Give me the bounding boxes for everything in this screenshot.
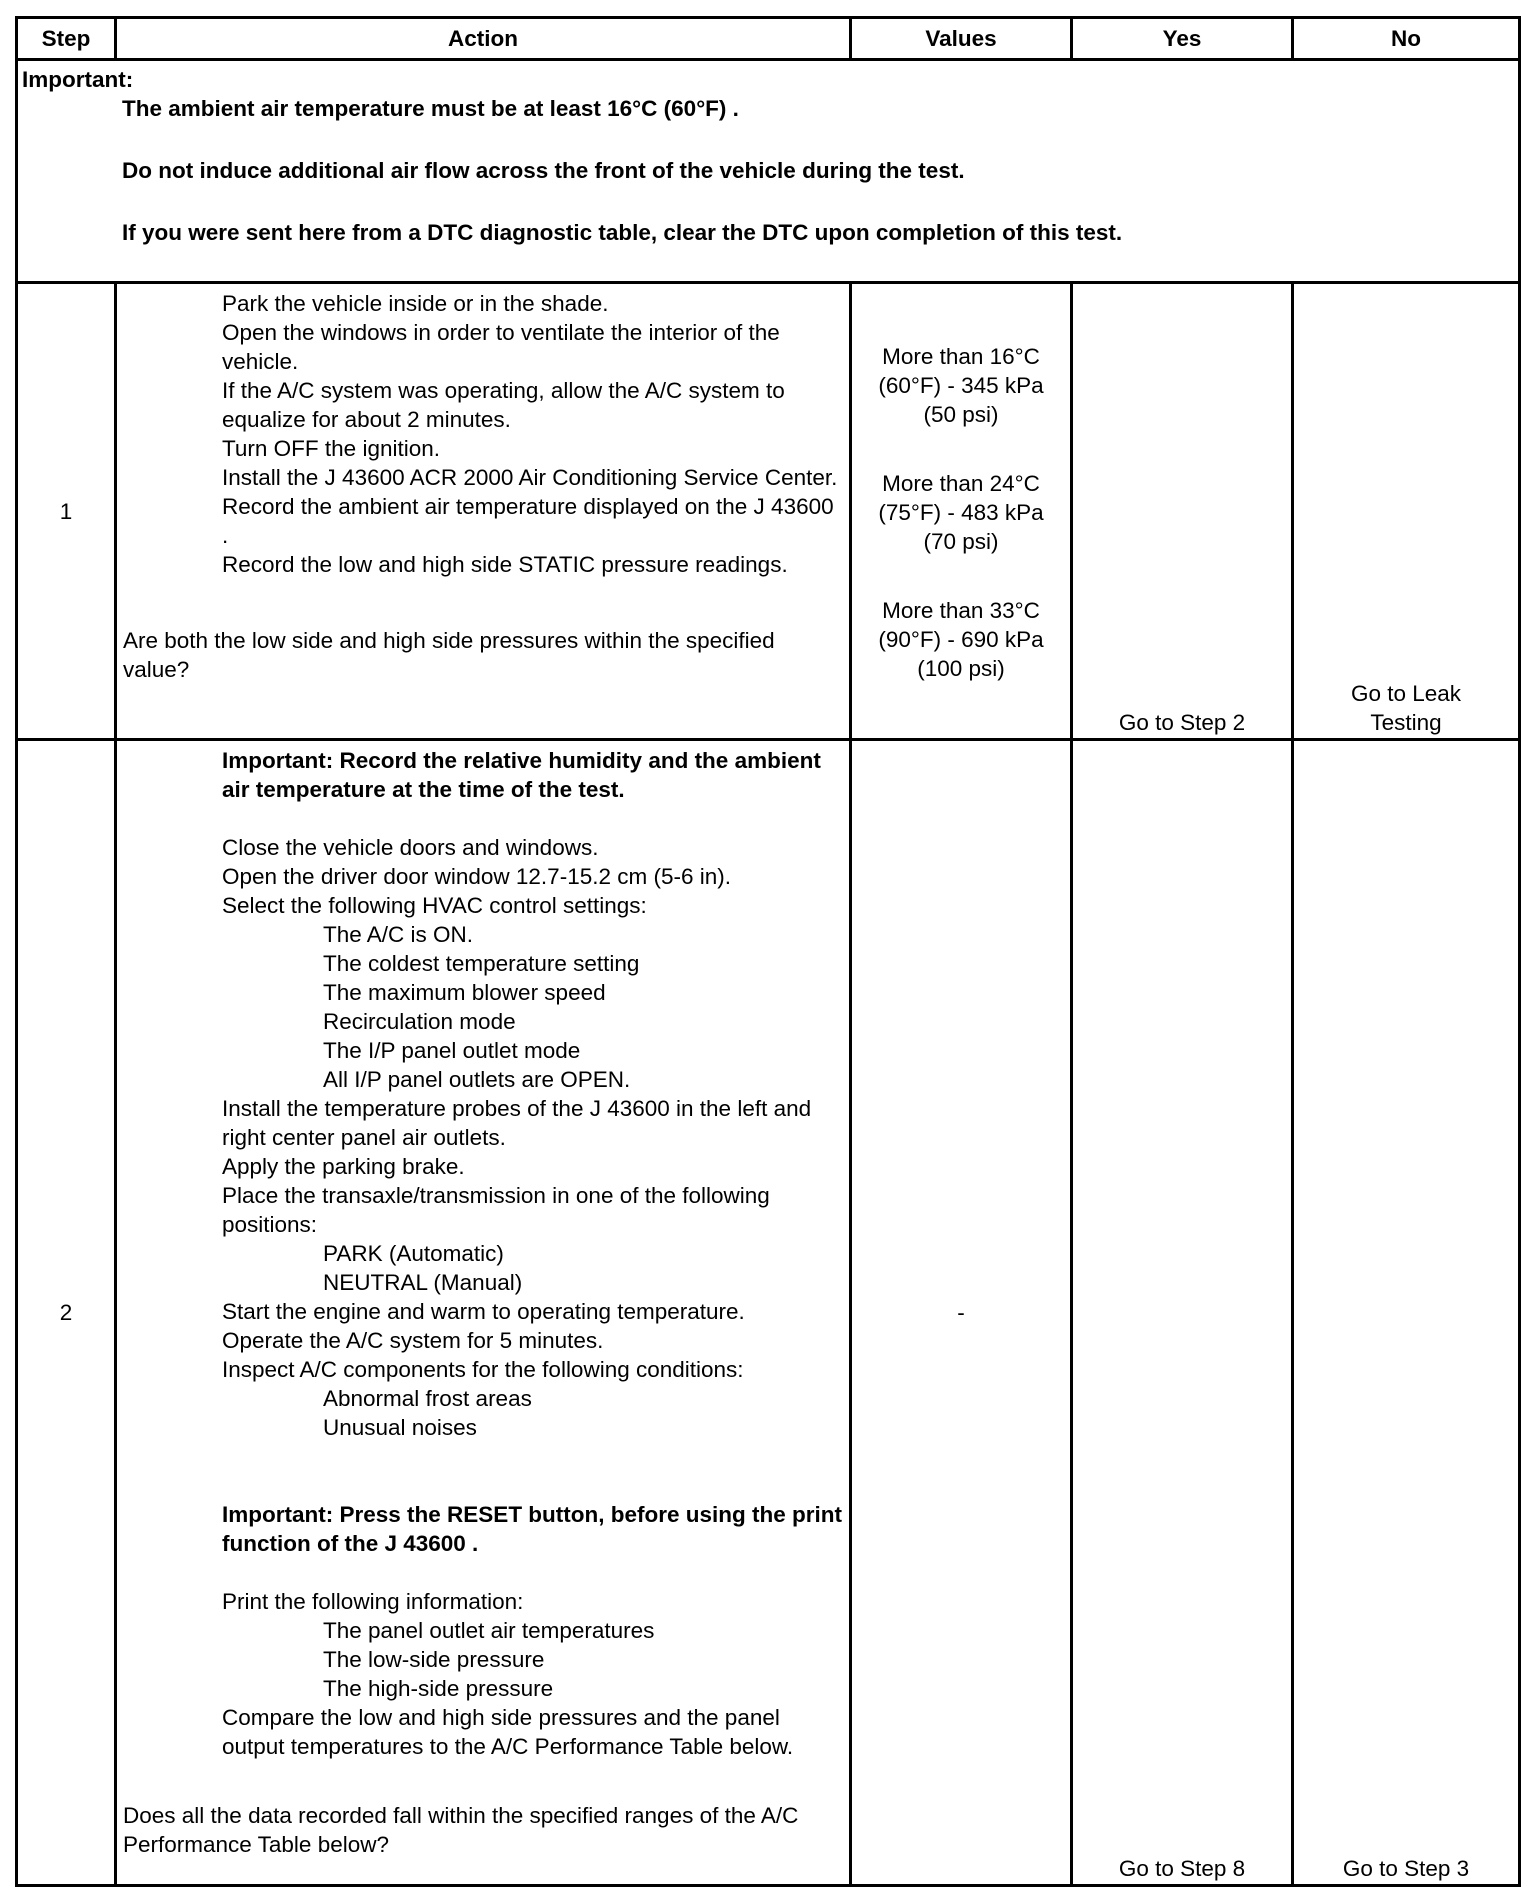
step-2-action bbox=[116, 740, 851, 1886]
sub-item: Recirculation mode bbox=[323, 1009, 516, 1034]
action-item: Inspect A/C components for the following conditions: bbox=[222, 1357, 744, 1382]
sub-item: NEUTRAL (Manual) bbox=[323, 1270, 523, 1295]
sub-item: Abnormal frost areas bbox=[323, 1386, 532, 1411]
action-item: Open the driver door window 12.7-15.2 cm (5-6 in). bbox=[222, 864, 731, 889]
header-step: Step bbox=[17, 18, 116, 60]
step-2-question: Does all the data recorded fall within the specified ranges of the A/C Performance Table below? bbox=[123, 1803, 799, 1857]
step-1-no bbox=[1293, 283, 1520, 740]
step-2-row bbox=[17, 740, 1520, 1886]
important-line: The ambient air temperature must be at least 16°C (60°F) . bbox=[122, 96, 739, 121]
step-2-number: 2 bbox=[17, 740, 116, 1886]
action-item: If the A/C system was operating, allow the A/C system to equalize for about 2 minutes. bbox=[222, 378, 785, 432]
step-1-row bbox=[17, 283, 1520, 740]
action-item: Apply the parking brake. bbox=[222, 1154, 465, 1179]
important-label: Important: bbox=[22, 67, 134, 92]
header-yes: Yes bbox=[1072, 18, 1293, 60]
step-2-yes: Go to Step 8 bbox=[1072, 740, 1293, 1886]
sub-item: Unusual noises bbox=[323, 1415, 477, 1440]
step-1-no-text: Go to Leak Testing bbox=[1350, 681, 1462, 735]
sub-item: The maximum blower speed bbox=[323, 980, 606, 1005]
action-item: Start the engine and warm to operating temperature. bbox=[222, 1299, 745, 1324]
step-1-yes: Go to Step 2 bbox=[1072, 283, 1293, 740]
header-values: Values bbox=[851, 18, 1072, 60]
diagnostic-table bbox=[15, 16, 1521, 1887]
step-1-action bbox=[116, 283, 851, 740]
step-2-important-note: Important: Record the relative humidity and the ambient air temperature at the time of the test. bbox=[222, 748, 821, 802]
action-item: Print the following information: bbox=[222, 1589, 524, 1614]
action-item: Turn OFF the ignition. bbox=[222, 436, 441, 461]
sub-item: The A/C is ON. bbox=[323, 922, 474, 947]
action-item: Place the transaxle/transmission in one of the following positions: bbox=[222, 1183, 770, 1237]
value-entry: More than 24°C (75°F) - 483 kPa (70 psi) bbox=[878, 471, 1044, 554]
important-line: Do not induce additional air flow across the front of the vehicle during the test. bbox=[122, 158, 965, 183]
header-row bbox=[17, 18, 1520, 60]
action-item: Park the vehicle inside or in the shade. bbox=[222, 291, 609, 316]
step-2-important-note: Important: Press the RESET button, before using the print function of the J 43600 . bbox=[222, 1502, 843, 1556]
action-item: Close the vehicle doors and windows. bbox=[222, 835, 599, 860]
step-1-values bbox=[851, 283, 1072, 740]
value-entry: More than 33°C (90°F) - 690 kPa (100 psi) bbox=[878, 598, 1044, 681]
step-2-no: Go to Step 3 bbox=[1293, 740, 1520, 1886]
sub-item: The panel outlet air temperatures bbox=[323, 1618, 655, 1643]
step-2-values: - bbox=[851, 740, 1072, 1886]
important-row bbox=[17, 60, 1520, 283]
step-1-question: Are both the low side and high side pressures within the specified value? bbox=[123, 628, 775, 682]
step-1-number: 1 bbox=[17, 283, 116, 740]
sub-item: The high-side pressure bbox=[323, 1676, 554, 1701]
sub-item: The low-side pressure bbox=[323, 1647, 545, 1672]
sub-item: All I/P panel outlets are OPEN. bbox=[323, 1067, 631, 1092]
header-no: No bbox=[1293, 18, 1520, 60]
action-item: Compare the low and high side pressures and the panel output temperatures to the A/C Performance Table below. bbox=[222, 1705, 794, 1759]
action-item: Open the windows in order to ventilate the interior of the vehicle. bbox=[222, 320, 780, 374]
sub-item: PARK (Automatic) bbox=[323, 1241, 504, 1266]
important-cell bbox=[17, 60, 1520, 283]
action-item: Operate the A/C system for 5 minutes. bbox=[222, 1328, 604, 1353]
important-line: If you were sent here from a DTC diagnostic table, clear the DTC upon completion of this test. bbox=[122, 220, 1123, 245]
header-action: Action bbox=[116, 18, 851, 60]
action-item: Record the low and high side STATIC pressure readings. bbox=[222, 552, 788, 577]
sub-item: The coldest temperature setting bbox=[323, 951, 640, 976]
value-entry: More than 16°C (60°F) - 345 kPa (50 psi) bbox=[878, 344, 1044, 427]
sub-item: The I/P panel outlet mode bbox=[323, 1038, 581, 1063]
action-item: Install the J 43600 ACR 2000 Air Conditioning Service Center. bbox=[222, 465, 838, 490]
diagnostic-table-container bbox=[15, 16, 1518, 1887]
action-item: Record the ambient air temperature displayed on the J 43600 . bbox=[222, 494, 834, 548]
action-item: Select the following HVAC control settings: bbox=[222, 893, 647, 918]
action-item: Install the temperature probes of the J 43600 in the left and right center panel air outlets. bbox=[222, 1096, 812, 1150]
